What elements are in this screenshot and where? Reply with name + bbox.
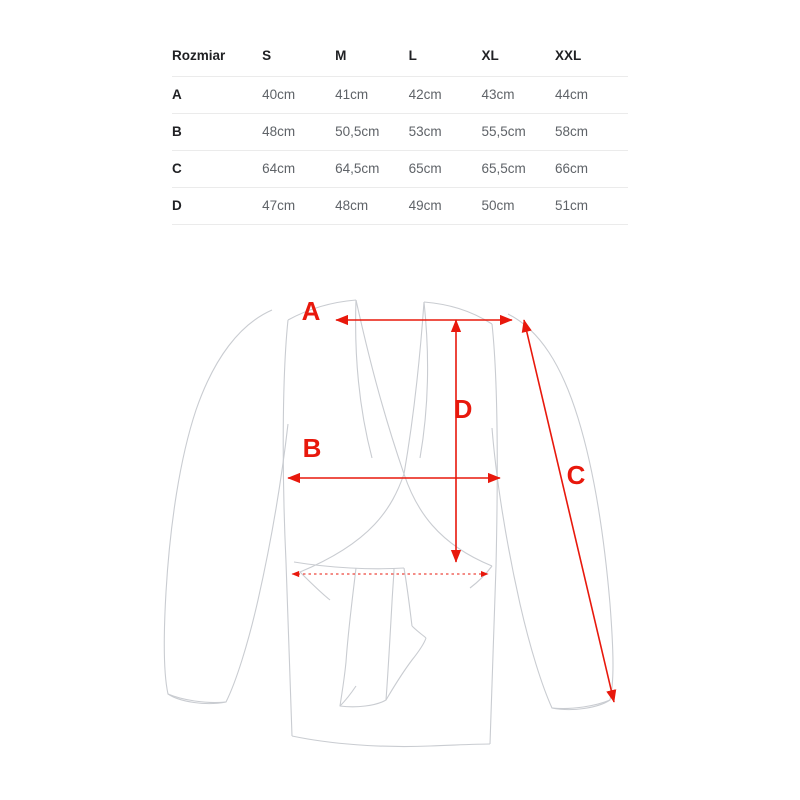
measure-label-c: C [566, 460, 586, 490]
cell-d-s: 47cm [262, 188, 335, 225]
cell-a-m: 41cm [335, 77, 409, 114]
row-label-d: D [172, 188, 262, 225]
row-label-b: B [172, 114, 262, 151]
measure-label-d: D [453, 394, 473, 424]
cell-a-s: 40cm [262, 77, 335, 114]
table-body [172, 77, 628, 225]
garment-technical-drawing [0, 262, 800, 762]
cell-c-s: 64cm [262, 151, 335, 188]
table-head [172, 40, 628, 77]
column-header-measure: Rozmiar [172, 40, 262, 77]
measure-label-a: A [301, 296, 321, 326]
cell-c-xl: 65,5cm [482, 151, 556, 188]
table-header-row [172, 40, 628, 77]
cell-d-l: 49cm [409, 188, 482, 225]
table-row [172, 188, 628, 225]
measure-label-b: B [302, 433, 322, 463]
cell-a-xxl: 44cm [555, 77, 628, 114]
cell-a-l: 42cm [409, 77, 482, 114]
cell-c-m: 64,5cm [335, 151, 409, 188]
column-header-size-xxl: XXL [555, 40, 628, 77]
cell-c-l: 65cm [409, 151, 482, 188]
cell-d-m: 48cm [335, 188, 409, 225]
cell-d-xl: 50cm [482, 188, 556, 225]
column-header-size-s: S [262, 40, 335, 77]
cell-b-xxl: 58cm [555, 114, 628, 151]
cell-d-xxl: 51cm [555, 188, 628, 225]
measurement-arrows [288, 320, 614, 702]
cell-b-m: 50,5cm [335, 114, 409, 151]
column-header-size-l: L [409, 40, 482, 77]
column-header-size-xl: XL [482, 40, 556, 77]
cell-b-l: 53cm [409, 114, 482, 151]
table-row [172, 114, 628, 151]
cell-b-s: 48cm [262, 114, 335, 151]
table-row [172, 77, 628, 114]
size-chart-table [172, 40, 628, 225]
cell-c-xxl: 66cm [555, 151, 628, 188]
row-label-c: C [172, 151, 262, 188]
row-label-a: A [172, 77, 262, 114]
column-header-size-m: M [335, 40, 409, 77]
measure-line-c [524, 320, 614, 702]
cell-a-xl: 43cm [482, 77, 556, 114]
table-row [172, 151, 628, 188]
size-chart-table-container [172, 40, 628, 225]
cell-b-xl: 55,5cm [482, 114, 556, 151]
garment-outline [164, 300, 613, 747]
